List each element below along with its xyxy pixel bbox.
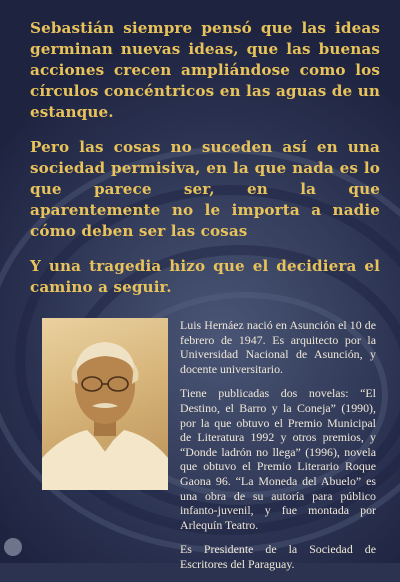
publisher-seal-icon [4, 538, 22, 556]
blurb-paragraph-2: Pero las cosas no suceden así en una sociedad permisiva, en la que nada es lo que parece ser, en la que aparentemente no le importa a nadie cómo deben ser las cosas [30, 138, 380, 240]
bio-paragraph-2: Tiene publicadas dos novelas: “El Destino, el Barro y la Coneja” (1990), por la que obtuvo el Premio Municipal de Literatura 1992 y otros premios, y “Donde ladrón no llega” (1996), novela que obtuvo el Premio Literario Roque Gaona 96. “La Moneda del Abuelo” es una obra de su autoría para público infanto-juvenil, y fue montada por Arlequín Teatro. [180, 386, 376, 532]
author-photo [42, 318, 168, 490]
blurb-paragraph-1: Sebastián siempre pensó que las ideas germinan nuevas ideas, que las buenas acciones crecen ampliándose como los círculos concéntricos en las aguas de un estanque. [30, 19, 380, 121]
author-bio [180, 318, 376, 582]
author-portrait-image [42, 318, 168, 490]
bio-paragraph-1: Luis Hernáez nació en Asunción el 10 de febrero de 1947. Es arquitecto por la Universidad Nacional de Asunción, y docente universitario. [180, 318, 376, 376]
back-cover-blurb [30, 18, 380, 312]
bio-paragraph-3: Es Presidente de la Sociedad de Escritores del Paraguay. [180, 542, 376, 571]
blurb-paragraph-3: Y una tragedia hizo que el decidiera el camino a seguir. [30, 257, 380, 296]
